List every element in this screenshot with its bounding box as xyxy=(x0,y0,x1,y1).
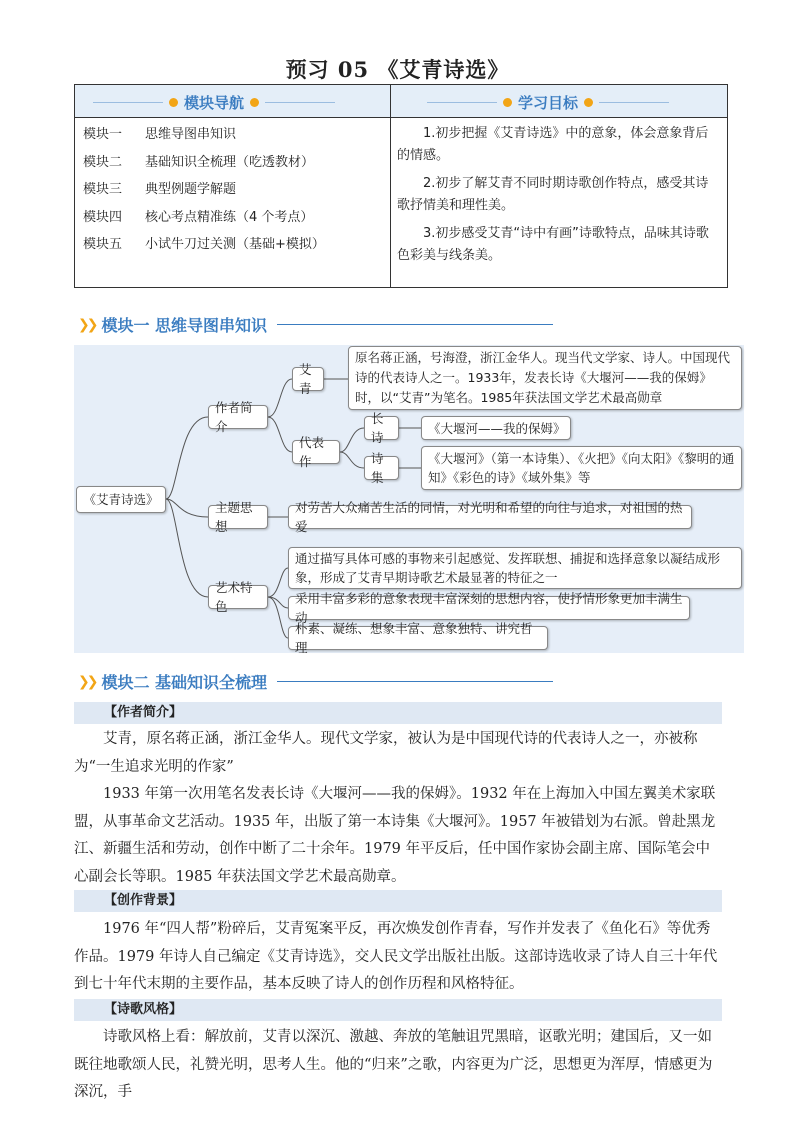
works-node: 代表作 xyxy=(292,440,340,464)
dot-icon xyxy=(584,98,593,107)
dot-icon xyxy=(503,98,512,107)
double-chevron-icon: ❯❯ xyxy=(78,316,96,333)
header-line-icon xyxy=(265,102,335,103)
heading-rule xyxy=(277,324,553,325)
art-value: 通过描写具体可感的事物来引起感觉、发挥联想、捕捉和选择意象以凝结成形象，形成了艾青早期诗歌艺术最显著的特征之一 xyxy=(288,547,742,589)
goal-item: 1.初步把握《艾青诗选》中的意象，体会意象背后的情感。 xyxy=(397,126,709,163)
header-line-icon xyxy=(599,102,669,103)
nav-header: 模块导航 xyxy=(93,92,335,113)
dot-icon xyxy=(169,98,178,107)
art-value: 朴素、凝练、想象丰富、意象独特、讲究哲理 xyxy=(288,626,548,650)
band-author: 【作者简介】 xyxy=(74,702,722,724)
module-nav-item[interactable]: 模块五 小试牛刀过关测（基础+模拟） xyxy=(83,237,325,252)
double-chevron-icon: ❯❯ xyxy=(78,673,96,690)
mind-map xyxy=(74,345,744,653)
goal-item: 2.初步了解艾青不同时期诗歌创作特点，感受其诗歌抒情美和理性美。 xyxy=(397,176,709,213)
band-background: 【创作背景】 xyxy=(74,890,722,912)
long-poem-node: 长诗 xyxy=(364,416,399,440)
module-nav-item[interactable]: 模块三 典型例题学解题 xyxy=(83,182,237,197)
author-node: 作者简介 xyxy=(208,405,268,429)
module-nav-item[interactable]: 模块二 基础知识全梳理（吃透教材） xyxy=(83,154,315,170)
goals-header: 学习目标 xyxy=(427,92,669,113)
goal-item: 3.初步感受艾青“诗中有画”诗歌特点，品味其诗歌色彩美与线条美。 xyxy=(397,226,709,263)
section-heading-1: ❯❯ 模块一 思维导图串知识 xyxy=(78,313,553,336)
long-poem-value: 《大堰河——我的保姆》 xyxy=(421,416,571,440)
module-nav-list xyxy=(83,121,325,259)
collections-node: 诗集 xyxy=(364,456,399,480)
header-line-icon xyxy=(93,102,163,103)
column-divider xyxy=(390,85,391,287)
band-style: 【诗歌风格】 xyxy=(74,999,722,1021)
page-title: 预习 05 《艾青诗选》 xyxy=(285,57,510,82)
aiqing-node: 艾青 xyxy=(292,367,324,391)
paragraph-style: 诗歌风格上看：解放前，艾青以深沉、激越、奔放的笔触诅咒黑暗，讴歌光明；建国后，又一如既往地歌颂人民，礼赞光明，思考人生。他的“归来”之歌，内容更为广泛，思想更为浑厚，情感更为深沉，手 xyxy=(74,1029,713,1100)
module-nav-item[interactable]: 模块一 思维导图串知识 xyxy=(83,127,237,142)
paragraph-author: 艾青，原名蒋正涵，浙江金华人。现代文学家，被认为是中国现代诗的代表诗人之一，亦被称为“一生追求光明的作家” xyxy=(74,731,698,775)
aiqing-desc-node: 原名蒋正涵，号海澄，浙江金华人。现当代文学家、诗人。中国现代诗的代表诗人之一。1933年，发表长诗《大堰河——我的保姆》时，以“艾青”为笔名。1985年获法国文学艺术最高勋章 xyxy=(348,346,742,410)
learning-goals xyxy=(397,123,719,267)
root-node: 《艾青诗选》 xyxy=(76,486,166,513)
module-nav-item[interactable]: 模块四 核心考点精准练（4 个考点） xyxy=(83,209,314,225)
collections-value: 《大堰河》（第一本诗集）、《火把》《向太阳》《黎明的通知》《彩色的诗》《域外集》等 xyxy=(421,446,742,490)
dot-icon xyxy=(250,98,259,107)
art-node: 艺术特色 xyxy=(208,585,268,609)
paragraph-author-detail: 1933 年第一次用笔名发表长诗《大堰河——我的保姆》。1932 年在上海加入中国左翼美术家联盟，从事革命文艺活动。1935 年，出版了第一本诗集《大堰河》。1957 年被错划为右派。曾赴黑龙江、新疆生活和劳动，创作中断了二十余年。1979 年平反后，任中国作家协会副主席、国际笔会中心副会长等职。1985 年获法国文学艺术最高勋章。 xyxy=(74,786,716,885)
theme-value: 对劳苦大众痛苦生活的同情，对光明和希望的向往与追求，对祖国的热爱 xyxy=(288,505,692,529)
art-value: 采用丰富多彩的意象表现丰富深刻的思想内容，使抒情形象更加丰满生动 xyxy=(288,596,690,620)
section-heading-2: ❯❯ 模块二 基础知识全梳理 xyxy=(78,670,553,693)
theme-node: 主题思想 xyxy=(208,505,268,529)
paragraph-background: 1976 年“四人帮”粉碎后，艾青冤案平反，再次焕发创作青春，写作并发表了《鱼化石》等优秀作品。1979 年诗人自己编定《艾青诗选》，交人民文学出版社出版。这部诗选收录了诗人自三十年代到七十年代末期的主要作品，基本反映了诗人的创作历程和风格特征。 xyxy=(74,921,718,992)
header-line-icon xyxy=(427,102,497,103)
heading-rule xyxy=(277,681,553,682)
overview-box xyxy=(74,84,728,288)
